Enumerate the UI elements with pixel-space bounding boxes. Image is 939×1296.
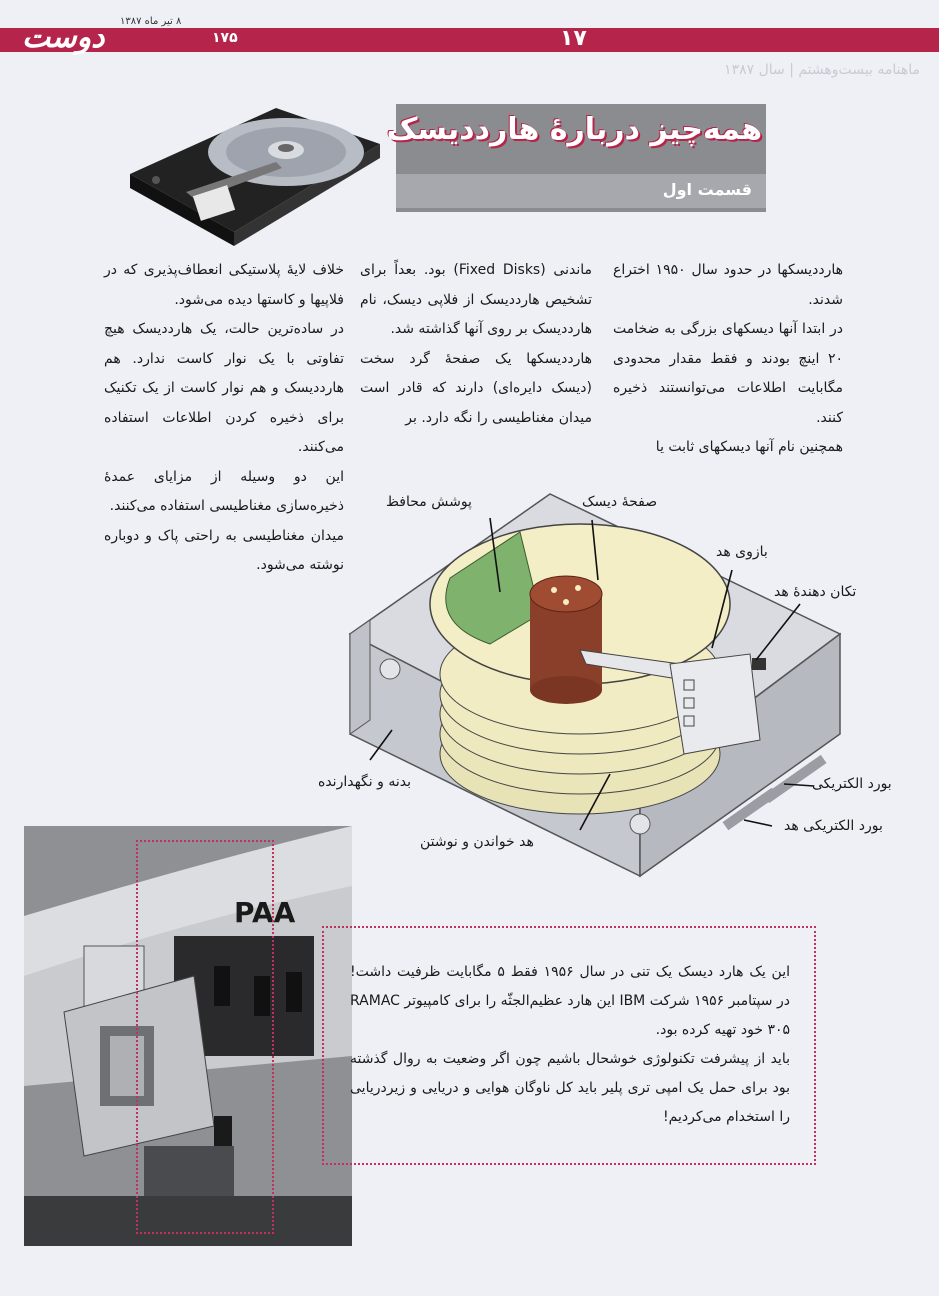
issue-number: ۱۷۵ [212, 30, 238, 46]
photo-highlight-frame [136, 840, 274, 1234]
page-number: ۱۷ [560, 26, 587, 51]
label-body-frame: بدنه و نگهدارنده [318, 774, 411, 790]
hard-disk-photo [126, 104, 382, 250]
label-platter: صفحۀ دیسک [582, 494, 658, 510]
label-read-write-head: هد خواندن و نوشتن [420, 834, 534, 850]
title-box [386, 104, 766, 212]
article-subtitle: قسمت اول [662, 180, 752, 199]
text-column-1 [613, 256, 843, 463]
paragraph: در ابتدا آنها دیسکهای بزرگی به ضخامت ۲۰ اینچ بودند و فقط مقدار محدودی مگابایت اطلاعات می‌توانستند ذخیره کنند. [613, 321, 843, 426]
paragraph: این دو وسیله از مزایای عمدۀ ذخیره‌سازی مغناطیسی استفاده می‌کنند. [104, 468, 344, 514]
paragraph: ماندنی (Fixed Disks) بود. بعداً برای تشخیص هارددیسک از فلاپی دیسک، نام هارددیسک بر روی آنها گذاشته شد. [360, 262, 593, 337]
subtitle-strip [396, 174, 766, 208]
magazine-logo: دوست [22, 20, 105, 55]
label-protective-cover: پوشش محافظ [386, 494, 472, 510]
label-circuit-board: بورد الکتریکی [812, 776, 892, 792]
paragraph: باید از پیشرفت تکنولوژی خوشحال باشیم چون اگر وضعیت به روال گذشته بود برای حمل یک امپی تری پلیر باید کل ناوگان هوایی و دریایی و زیردریایی را استخدام می‌کردیم! [350, 1051, 790, 1125]
hard-disk-diagram [340, 484, 860, 880]
article-title: همه‌چیز دربارۀ هارددیسک [386, 112, 762, 147]
header-band [0, 28, 939, 52]
faint-header-text: ماهنامه بیست‌وهشتم | سال ۱۳۸۷ [724, 62, 920, 78]
label-head-arm: بازوی هد [716, 544, 768, 560]
label-head-actuator: تکان دهندۀ هد [774, 584, 857, 600]
paragraph: میدان مغناطیسی به راحتی پاک و دوباره نوشته می‌شود. [104, 527, 344, 573]
issue-date: ۸ تیر ماه ۱۳۸۷ [120, 16, 182, 27]
paragraph: هارددیسکها یک صفحۀ گرد سخت (دیسک دایره‌ای) دارند که قادر است میدان مغناطیسی را نگه دارد. بر [360, 350, 592, 426]
text-column-3 [104, 256, 344, 581]
text-column-2 [360, 256, 592, 433]
paragraph: هارددیسکها در حدود سال ۱۹۵۰ اختراع شدند. [613, 262, 844, 308]
plane-lettering: PAA [234, 896, 296, 929]
photo-caption [350, 958, 790, 1132]
paragraph: همچنین نام آنها دیسکهای ثابت یا [655, 439, 843, 455]
label-head-circuit-board: بورد الکتریکی هد [784, 818, 883, 834]
paragraph: در ساده‌ترین حالت، یک هارددیسک هیچ تفاوتی با یک نوار کاست ندارد. هم هارددیسک و هم نوار کاست از یک تکنیک برای ذخیره کردن اطلاعات استفاده می‌کنند. [104, 321, 344, 455]
paragraph: این یک هارد دیسک یک تنی در سال ۱۹۵۶ فقط ۵ مگابایت ظرفیت داشت! در سپتامبر ۱۹۵۶ شرکت IBM این هارد عظیم‌الجثّه را برای کامپیوتر RAMAC ۳۰۵ خود تهیه کرده بود. [350, 964, 790, 1038]
paragraph: خلاف لایۀ پلاستیکی انعطاف‌پذیری که در فلاپیها و کاستها دیده می‌شود. [104, 262, 344, 308]
